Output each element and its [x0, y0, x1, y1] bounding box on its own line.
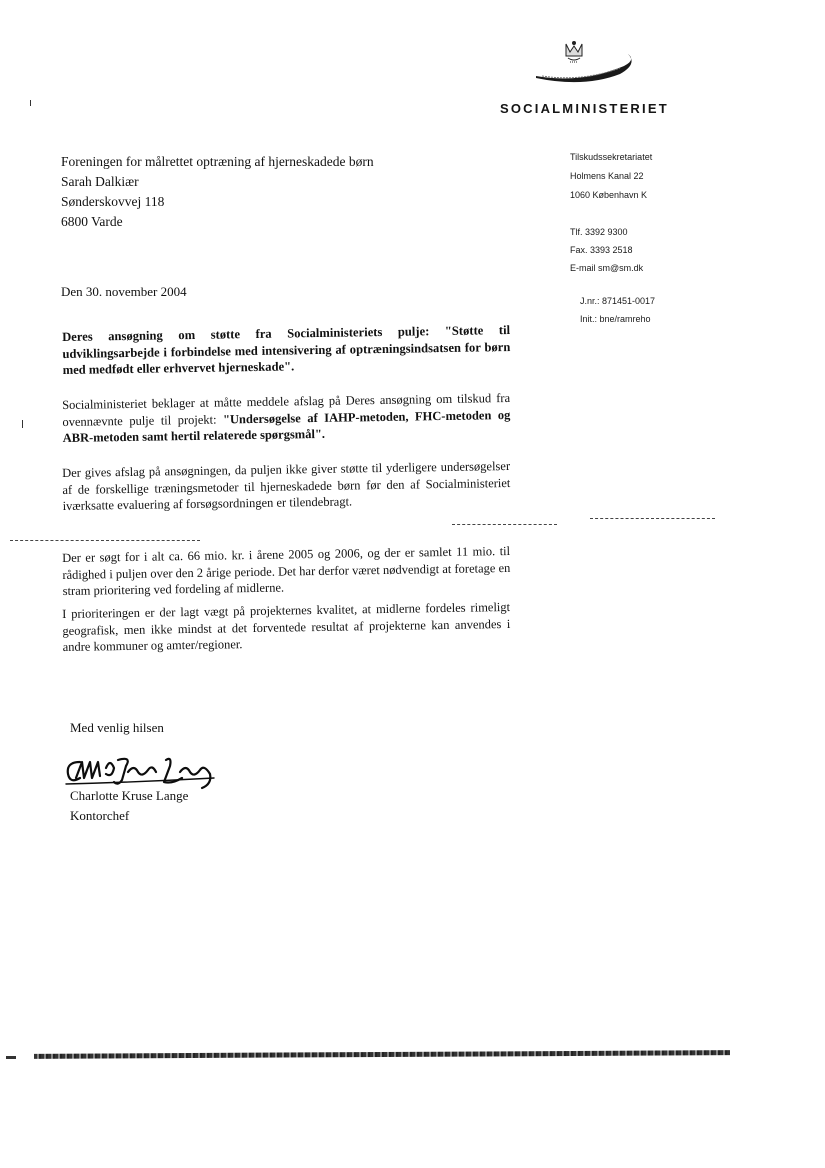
- paragraph-4: I prioriteringen er der lagt vægt på projekternes kvalitet, at midlerne fordeles rimeligt geografisk, men ikke mindst at det forventede resultat af projekterne kan anvendes i andre kommuner og amter/regioner.: [62, 599, 511, 654]
- project-title: "Undersøgelse af IAHP-metoden, FHC-metoden og ABR-metoden samt hertil relaterede spørgsmål".: [62, 407, 511, 445]
- recipient-street: Sønderskovvej 118: [61, 194, 165, 209]
- letter-subject: Deres ansøgning om støtte fra Socialministeriets pulje: "Støtte til udviklingsarbejde i forbindelse med intensivering af optræningsindsatsen for børn med medfødt eller erhvervet hjerneskade".: [62, 322, 511, 377]
- scan-artifact-line: [10, 540, 200, 541]
- paragraph-2: Der gives afslag på ansøgningen, da puljen ikke giver støtte til yderligere undersøgelser af de forskellige træningsmetoder til hjerneskadede børn før den af Socialministeriet iværksatte evaluering af forsøgsordningen er tilendebragt.: [62, 458, 511, 513]
- recipient-city: 6800 Varde: [61, 214, 123, 229]
- organization-name: SOCIALMINISTERIET: [500, 101, 669, 116]
- letter-date: Den 30. november 2004: [61, 284, 187, 299]
- paragraph-3: Der er søgt for i alt ca. 66 mio. kr. i årene 2005 og 2006, og der er samlet 11 mio. til rådighed i puljen over den 2 årige periode. Det har derfor været nødvendigt at foretage en stram prioritering ved fordeling af midlerne.: [62, 543, 511, 598]
- sender-phone: Tlf. 3392 9300: [570, 227, 628, 237]
- paragraph-1-intro: Socialministeriet beklager at måtte meddele afslag på Deres ansøgning om tilskud fra ovennævnte pulje til projekt:: [62, 390, 511, 429]
- recipient-name: Sarah Dalkiær: [61, 174, 139, 189]
- scan-speck: [30, 100, 31, 106]
- closing-greeting: Med venlig hilsen: [70, 720, 164, 735]
- crown-logo-icon: [532, 40, 642, 88]
- scan-speck: [6, 1056, 16, 1059]
- recipient-address: [61, 152, 374, 232]
- paragraph-1: [62, 390, 511, 447]
- sender-department: Tilskudssekretariatet: [570, 152, 653, 162]
- scan-footer-band: [34, 1050, 730, 1059]
- initials: Init.: bne/ramreho: [580, 314, 651, 324]
- scan-artifact-line: [590, 518, 715, 519]
- scan-artifact-line: [452, 524, 557, 525]
- recipient-organization: Foreningen for målrettet optræning af hjerneskadede børn: [61, 154, 374, 169]
- journal-number: J.nr.: 871451-0017: [580, 296, 656, 306]
- signer-name: Charlotte Kruse Lange: [70, 788, 189, 803]
- sender-city: 1060 København K: [570, 190, 648, 200]
- sender-email: E-mail sm@sm.dk: [570, 263, 644, 273]
- sender-fax: Fax. 3393 2518: [570, 245, 633, 255]
- sender-street: Holmens Kanal 22: [570, 171, 644, 181]
- signer-block: [70, 786, 188, 826]
- signer-title: Kontorchef: [70, 808, 130, 823]
- scan-speck: [22, 420, 23, 428]
